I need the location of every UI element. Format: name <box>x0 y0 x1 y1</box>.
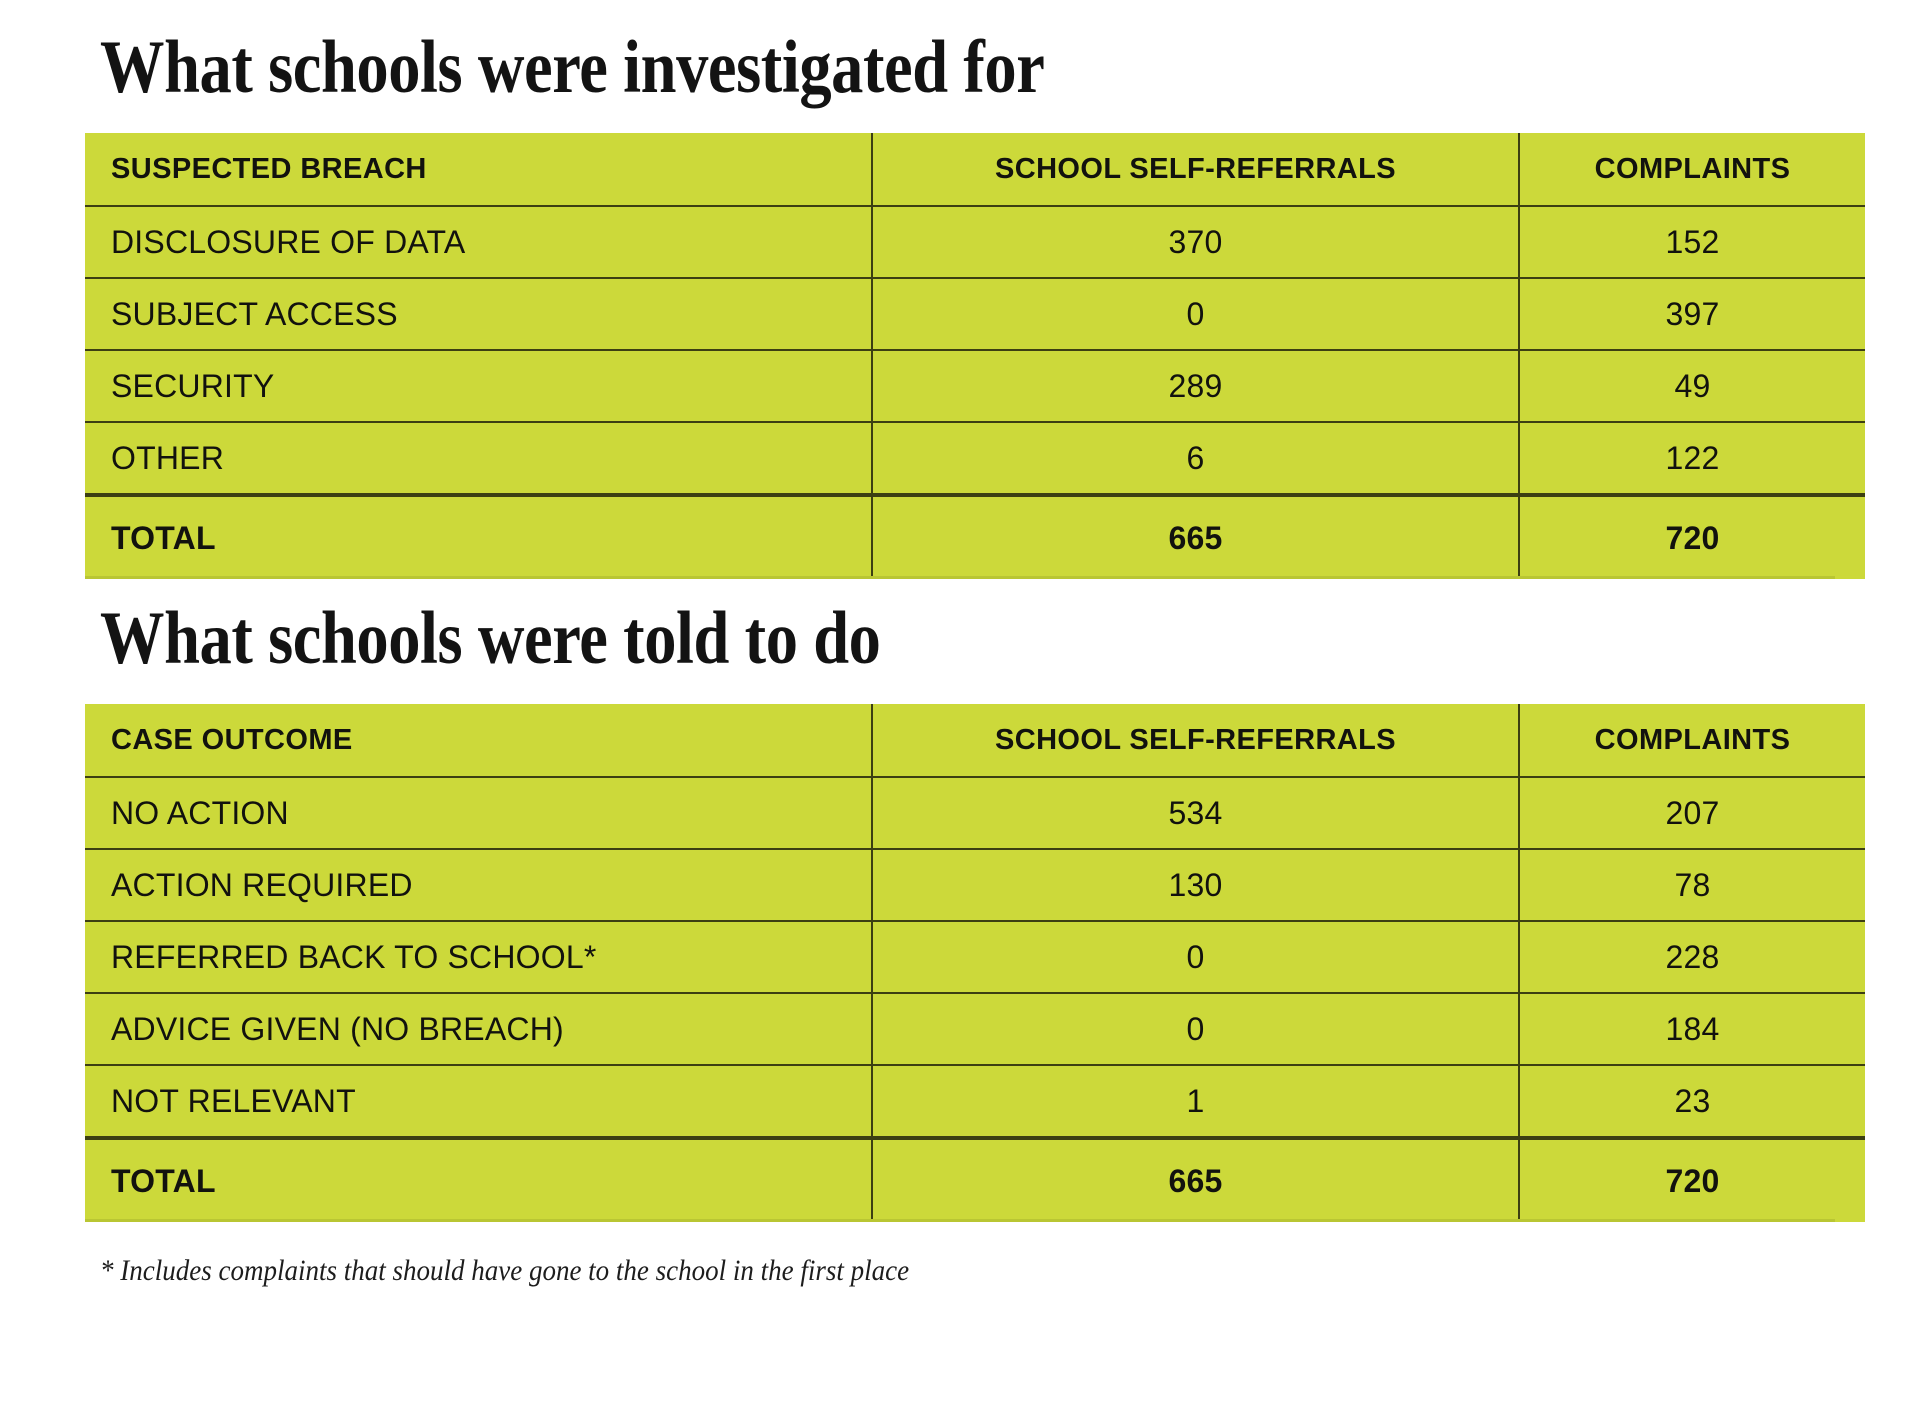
total-self-referrals: 665 <box>872 1138 1519 1222</box>
cell-complaints: 397 <box>1519 278 1865 350</box>
table-row <box>85 777 1865 849</box>
column-header-complaints: COMPLAINTS <box>1519 704 1865 777</box>
row-label: ACTION REQUIRED <box>85 849 872 921</box>
cell-self-referrals: 534 <box>872 777 1519 849</box>
total-complaints: 720 <box>1519 1138 1865 1222</box>
cell-complaints: 207 <box>1519 777 1865 849</box>
row-label: REFERRED BACK TO SCHOOL* <box>85 921 872 993</box>
table-wrapper-told-to-do <box>85 704 1835 1222</box>
cell-complaints: 78 <box>1519 849 1865 921</box>
column-header-self-referrals: SCHOOL SELF-REFERRALS <box>872 133 1519 206</box>
cell-self-referrals: 0 <box>872 278 1519 350</box>
total-label: TOTAL <box>85 495 872 579</box>
cell-self-referrals: 370 <box>872 206 1519 278</box>
footnote: * Includes complaints that should have gone to the school in the first place <box>100 1254 910 1287</box>
page-title-told-to-do: What schools were told to do <box>100 597 881 680</box>
table-investigated-for <box>85 133 1865 579</box>
cell-complaints: 228 <box>1519 921 1865 993</box>
table-total-row <box>85 495 1865 579</box>
table-row <box>85 206 1865 278</box>
table-total-row <box>85 1138 1865 1222</box>
column-header-complaints: COMPLAINTS <box>1519 133 1865 206</box>
cell-complaints: 49 <box>1519 350 1865 422</box>
table-body-investigated-for <box>85 206 1865 579</box>
row-label: ADVICE GIVEN (NO BREACH) <box>85 993 872 1065</box>
table-wrapper-investigated-for <box>85 133 1835 579</box>
cell-self-referrals: 0 <box>872 921 1519 993</box>
table-row <box>85 993 1865 1065</box>
row-label: NO ACTION <box>85 777 872 849</box>
cell-complaints: 152 <box>1519 206 1865 278</box>
cell-self-referrals: 6 <box>872 422 1519 495</box>
total-self-referrals: 665 <box>872 495 1519 579</box>
column-header-case-outcome: CASE OUTCOME <box>85 704 872 777</box>
total-complaints: 720 <box>1519 495 1865 579</box>
cell-self-referrals: 0 <box>872 993 1519 1065</box>
cell-complaints: 122 <box>1519 422 1865 495</box>
row-label: DISCLOSURE OF DATA <box>85 206 872 278</box>
header-row <box>85 704 1865 777</box>
row-label: SECURITY <box>85 350 872 422</box>
column-header-suspected-breach: SUSPECTED BREACH <box>85 133 872 206</box>
cell-self-referrals: 130 <box>872 849 1519 921</box>
column-header-self-referrals: SCHOOL SELF-REFERRALS <box>872 704 1519 777</box>
table-row <box>85 422 1865 495</box>
table-row <box>85 849 1865 921</box>
row-label: SUBJECT ACCESS <box>85 278 872 350</box>
table-told-to-do <box>85 704 1865 1222</box>
table-header-investigated-for <box>85 133 1865 206</box>
cell-self-referrals: 1 <box>872 1065 1519 1138</box>
table-row <box>85 278 1865 350</box>
total-label: TOTAL <box>85 1138 872 1222</box>
table-header-told-to-do <box>85 704 1865 777</box>
header-row <box>85 133 1865 206</box>
table-body-told-to-do <box>85 777 1865 1222</box>
row-label: NOT RELEVANT <box>85 1065 872 1138</box>
table-row <box>85 350 1865 422</box>
page-title-investigated-for: What schools were investigated for <box>100 26 1045 109</box>
table-row <box>85 921 1865 993</box>
cell-self-referrals: 289 <box>872 350 1519 422</box>
cell-complaints: 23 <box>1519 1065 1865 1138</box>
row-label: OTHER <box>85 422 872 495</box>
table-row <box>85 1065 1865 1138</box>
cell-complaints: 184 <box>1519 993 1865 1065</box>
